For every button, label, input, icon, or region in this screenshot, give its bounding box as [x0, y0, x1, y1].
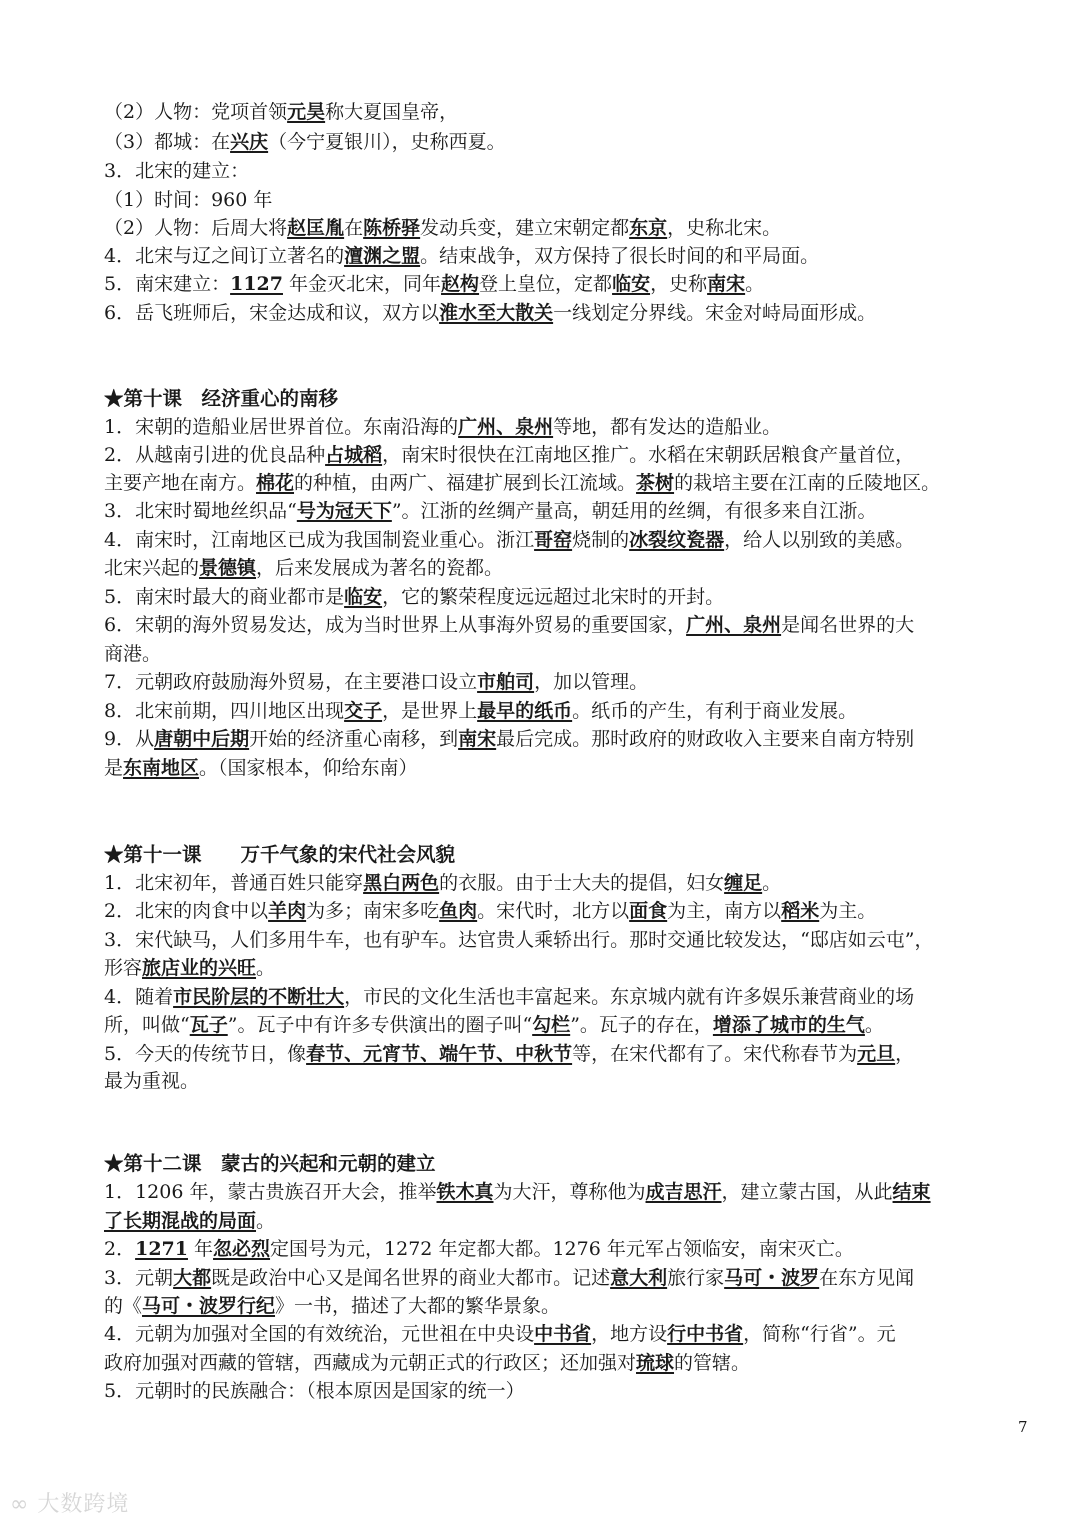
text-line [104, 897, 876, 925]
keyword: 勾栏 [532, 1014, 571, 1036]
keyword: 临安 [344, 586, 383, 608]
keyword: 号为冠天下 [296, 500, 392, 522]
text-segment: 1．宋朝的造船业居世界首位。东南沿海的 [104, 416, 459, 438]
text-segment: 7．元朝政府鼓励海外贸易，在主要港口设立 [104, 671, 478, 693]
text-segment: ，加以管理。 [534, 671, 649, 693]
text-line [104, 954, 275, 982]
keyword: 结束 [892, 1181, 931, 1203]
text-segment: 的种植，由两广、福建扩展到长江流域。 [294, 472, 637, 494]
text-segment: 1．1206 年，蒙古贵族召开大会，推举 [104, 1181, 437, 1203]
text-segment: 的管辖。 [674, 1352, 751, 1374]
keyword: 大都 [173, 1267, 212, 1289]
text-segment: 所，叫做“ [104, 1014, 190, 1036]
text-line [104, 1067, 199, 1095]
text-segment: 1．北宋初年，普通百姓只能穿 [104, 872, 364, 894]
keyword: 赵构 [441, 273, 480, 295]
keyword: 南宋 [707, 273, 746, 295]
text-segment: 4．南宋时，江南地区已成为我国制瓷业重心。浙江 [104, 529, 535, 551]
keyword: 铁木真 [436, 1181, 494, 1203]
text-segment: ，简称“行省”。元 [743, 1323, 896, 1345]
text-segment: ，给人以别致的美感。 [724, 529, 915, 551]
keyword: 景德镇 [199, 557, 257, 579]
text-segment: 。 [256, 1210, 276, 1232]
keyword: 马可・波罗行纪 [142, 1295, 276, 1317]
text-line [104, 299, 876, 327]
text-segment: ，史称 [650, 273, 708, 295]
text-segment: ，它的繁荣程度远远超过北宋时的开封。 [382, 586, 725, 608]
text-segment: 开始的经济重心南移，到 [249, 728, 459, 750]
keyword: 元昊 [287, 101, 326, 123]
text-segment: ， [895, 1043, 915, 1065]
text-line [104, 640, 161, 668]
text-segment: 年 [187, 1238, 214, 1260]
text-segment: 政府加强对西藏的管辖，西藏成为元朝正式的行政区；还加强对 [104, 1352, 637, 1374]
text-segment: 2． [104, 1238, 136, 1260]
text-segment: 3．北宋时蜀地丝织品“ [104, 500, 297, 522]
text-segment: （3）都城：在 [104, 131, 231, 153]
text-line [104, 98, 458, 126]
text-segment: 北宋兴起的 [104, 557, 200, 579]
text-line [104, 554, 503, 582]
text-segment: （2）人物：后周大将 [104, 217, 288, 239]
text-segment: ”。江浙的丝绸产量高，朝廷用的丝绸，有很多来自江浙。 [391, 500, 877, 522]
keyword: 棉花 [256, 472, 295, 494]
keyword: 交子 [344, 700, 383, 722]
text-segment: 4．元朝为加强对全国的有效统治，元世祖在中央设 [104, 1323, 535, 1345]
text-segment: 为大汗，尊称他为 [493, 1181, 646, 1203]
text-segment: 8．北宋前期，四川地区出现 [104, 700, 345, 722]
keyword: 增添了城市的生气 [712, 1014, 865, 1036]
keyword: 广州、泉州 [458, 416, 554, 438]
text-line [104, 128, 506, 156]
text-segment: 。 [745, 273, 765, 295]
text-segment: 在 [344, 217, 364, 239]
text-segment: 。 [256, 957, 276, 979]
text-segment: ，后来发展成为著名的瓷都。 [256, 557, 504, 579]
text-segment: 3．北宋的建立： [104, 160, 250, 182]
keyword: 忽必烈 [213, 1238, 271, 1260]
text-line [104, 413, 781, 441]
keyword: 稻米 [781, 900, 820, 922]
text-segment: ”。瓦子中有许多专供演出的圈子叫“ [227, 1014, 533, 1036]
text-line [104, 497, 877, 525]
text-line [104, 157, 249, 185]
keyword: 兴庆 [230, 131, 269, 153]
text-segment: ，是世界上 [382, 700, 478, 722]
keyword: 市舶司 [477, 671, 535, 693]
text-segment: 3．宋代缺马，人们多用牛车，也有驴车。达官贵人乘轿出行。那时交通比较发达，“邸店如云屯”， [104, 929, 934, 951]
keyword: 市民阶层的不断壮大 [173, 986, 345, 1008]
text-segment: 为主，南方以 [667, 900, 782, 922]
keyword: 澶渊之盟 [344, 245, 421, 267]
keyword: 临安 [612, 273, 651, 295]
text-segment: 3．元朝 [104, 1267, 174, 1289]
text-segment: ，南宋时很快在江南地区推广。水稻在宋朝跃居粮食产量首位， [382, 444, 915, 466]
text-segment: （今宁夏银川），史称西夏。 [268, 131, 506, 153]
text-segment: 登上皇位，定都 [479, 273, 613, 295]
text-segment: 的栽培主要在江南的丘陵地区。 [674, 472, 941, 494]
keyword: 东京 [629, 217, 668, 239]
text-segment: 的《 [104, 1295, 143, 1317]
text-line [104, 1040, 914, 1068]
text-line [104, 1011, 884, 1039]
text-segment: 6．宋朝的海外贸易发达，成为当时世界上从事海外贸易的重要国家， [104, 614, 687, 636]
text-line [104, 1264, 914, 1292]
text-segment: 5．南宋时最大的商业都市是 [104, 586, 345, 608]
text-segment: 主要产地在南方。 [104, 472, 257, 494]
keyword: 冰裂纹瓷器 [629, 529, 725, 551]
text-segment: 5．元朝时的民族融合：（根本原因是国家的统一） [104, 1380, 525, 1402]
text-segment: 9．从 [104, 728, 155, 750]
text-segment: 最后完成。那时政府的财政收入主要来自南方特别 [496, 728, 915, 750]
keyword: 占城稻 [325, 444, 383, 466]
text-line [104, 754, 418, 782]
keyword: 1271 [135, 1238, 188, 1260]
watermark-text: 大数跨境 [37, 1492, 130, 1517]
text-line [104, 725, 914, 753]
keyword: 面食 [629, 900, 668, 922]
text-segment: 旅行家 [667, 1267, 725, 1289]
keyword: 羊肉 [268, 900, 307, 922]
text-segment: 定国号为元，1272 年定都大都。1276 年元军占领临安，南宋灭亡。 [270, 1238, 854, 1260]
text-segment: 。（国家根本，仰给东南） [199, 757, 418, 779]
text-segment: 为主。 [819, 900, 877, 922]
keyword: 琉球 [636, 1352, 675, 1374]
text-line [104, 1292, 560, 1320]
keyword: 哥窑 [534, 529, 573, 551]
text-line [104, 526, 914, 554]
keyword: 缠足 [724, 872, 763, 894]
text-segment: 5．今天的传统节日，像 [104, 1043, 307, 1065]
text-line [104, 983, 914, 1011]
keyword: 赵匡胤 [287, 217, 345, 239]
text-line [104, 697, 857, 725]
watermark [10, 1487, 129, 1518]
text-line [104, 1377, 525, 1405]
keyword: 唐朝中后期 [154, 728, 250, 750]
text-segment: 》一书，描述了大都的繁华景象。 [275, 1295, 561, 1317]
keyword: 成吉思汗 [645, 1181, 722, 1203]
text-segment: 既是政治中心又是闻名世界的商业大都市。记述 [211, 1267, 611, 1289]
text-segment: 形容 [104, 957, 143, 979]
text-segment: （1）时间：960 年 [104, 189, 273, 211]
text-segment: 是 [104, 757, 124, 779]
text-line [104, 186, 272, 214]
text-segment: ”。瓦子的存在， [570, 1014, 713, 1036]
text-segment: 4．随着 [104, 986, 174, 1008]
text-segment: 最为重视。 [104, 1070, 200, 1092]
section-heading [104, 385, 338, 413]
text-segment: ★第十课 经济重心的南移 [104, 387, 339, 410]
text-segment: 为多；南宋多吃 [306, 900, 440, 922]
section-heading [104, 841, 455, 869]
page-number: 7 [1018, 1418, 1028, 1436]
text-segment: 在东方见闻 [819, 1267, 915, 1289]
keyword: 最早的纸币 [477, 700, 573, 722]
text-line [104, 869, 781, 897]
text-line [104, 926, 934, 954]
keyword: 1127 [230, 273, 283, 295]
text-segment: ，史称北宋。 [667, 217, 782, 239]
text-line [104, 441, 914, 469]
keyword: 中书省 [534, 1323, 592, 1345]
keyword: 茶树 [636, 472, 675, 494]
watermark-logo-icon: ∞ [10, 1492, 30, 1517]
text-segment: 2．从越南引进的优良品种 [104, 444, 326, 466]
text-segment: ★第十一课 万千气象的宋代社会风貌 [104, 843, 456, 866]
text-segment: 4．北宋与辽之间订立著名的 [104, 245, 345, 267]
text-segment: 。纸币的产生，有利于商业发展。 [572, 700, 858, 722]
text-segment: 是闻名世界的大 [781, 614, 915, 636]
text-segment: 5．南宋建立： [104, 273, 231, 295]
text-line [104, 1235, 854, 1263]
text-segment: 商港。 [104, 643, 162, 665]
text-segment: 一线划定分界线。宋金对峙局面形成。 [553, 302, 877, 324]
text-segment: 的衣服。由于士大夫的提倡，妇女 [439, 872, 725, 894]
text-segment: 发动兵变，建立宋朝定都 [420, 217, 630, 239]
text-segment: （2）人物：党项首领 [104, 101, 288, 123]
keyword: 瓦子 [189, 1014, 228, 1036]
text-segment: ，地方设 [591, 1323, 668, 1345]
text-segment: 6．岳飞班师后，宋金达成和议，双方以 [104, 302, 440, 324]
keyword: 黑白两色 [363, 872, 440, 894]
text-line [104, 469, 940, 497]
section-heading [104, 1150, 436, 1178]
keyword: 行中书省 [667, 1323, 744, 1345]
text-line [104, 214, 781, 242]
text-segment: 称大夏国皇帝， [325, 101, 459, 123]
text-segment: ★第十二课 蒙古的兴起和元朝的建立 [104, 1152, 436, 1175]
text-segment: 。 [864, 1014, 884, 1036]
text-segment: 年金灭北宋，同年 [282, 273, 442, 295]
text-line [104, 1178, 931, 1206]
keyword: 意大利 [610, 1267, 668, 1289]
text-segment: ，市民的文化生活也丰富起来。东京城内就有许多娱乐兼营商业的场 [344, 986, 915, 1008]
text-line [104, 1207, 275, 1235]
text-line [104, 583, 724, 611]
text-segment: 等，在宋代都有了。宋代称春节为 [572, 1043, 858, 1065]
text-segment: 等地，都有发达的造船业。 [553, 416, 782, 438]
keyword: 淮水至大散关 [439, 302, 554, 324]
keyword: 广州、泉州 [686, 614, 782, 636]
text-segment: 。宋代时，北方以 [477, 900, 630, 922]
keyword: 马可・波罗 [724, 1267, 820, 1289]
keyword: 旅店业的兴旺 [142, 957, 257, 979]
text-segment: 。结束战争，双方保持了很长时间的和平局面。 [420, 245, 820, 267]
keyword: 了长期混战的局面 [104, 1210, 257, 1232]
text-segment: ，建立蒙古国，从此 [721, 1181, 893, 1203]
text-line [104, 1320, 896, 1348]
text-segment: 。 [762, 872, 782, 894]
keyword: 元旦 [857, 1043, 896, 1065]
keyword: 鱼肉 [439, 900, 478, 922]
keyword: 陈桥驿 [363, 217, 421, 239]
text-line [104, 270, 764, 298]
text-line [104, 1349, 750, 1377]
text-segment: 烧制的 [572, 529, 630, 551]
keyword: 南宋 [458, 728, 497, 750]
keyword: 东南地区 [123, 757, 200, 779]
text-segment: 2．北宋的肉食中以 [104, 900, 269, 922]
text-line [104, 668, 648, 696]
keyword: 春节、元宵节、端午节、中秋节 [306, 1043, 573, 1065]
text-line [104, 611, 914, 639]
text-line [104, 242, 819, 270]
